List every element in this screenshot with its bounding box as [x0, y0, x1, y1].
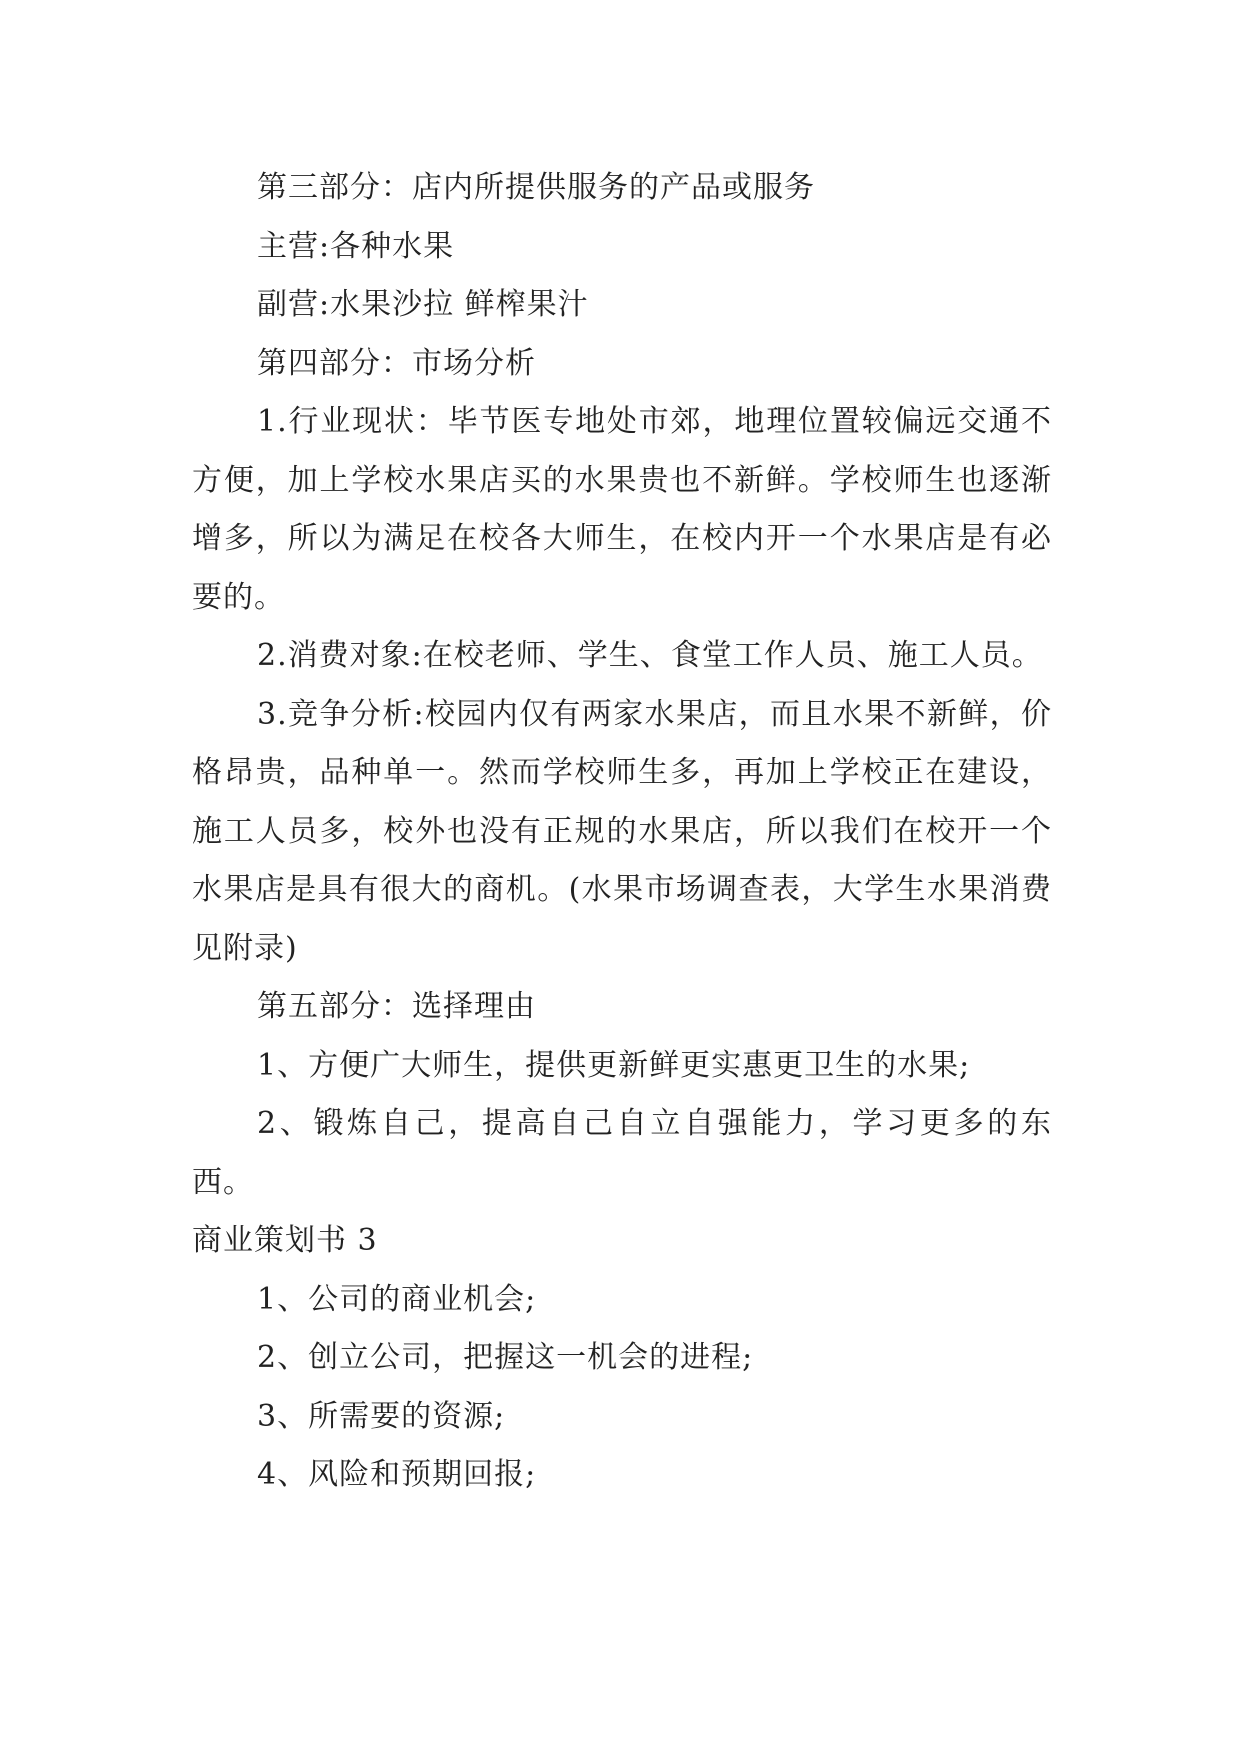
paragraph-main-business: 主营:各种水果: [257, 228, 455, 264]
paragraph-side-business: 副营:水果沙拉 鲜榨果汁: [257, 287, 589, 322]
paragraph-part-five: 第五部分：选择理由: [257, 989, 536, 1024]
list-item: 3、所需要的资源;: [257, 1398, 506, 1434]
paragraph-reason-two: 2、锻炼自己，提高自己自立自强能力，学习更多的东西。: [192, 1106, 1052, 1200]
paragraph-industry-status: 1.行业现状：毕节医专地处市郊，地理位置较偏远交通不方便，加上学校水果店买的水果贵也不新鲜。学校师生也逐渐增多，所以为满足在校各大师生，在校内开一个水果店是有必要的。: [192, 404, 1052, 615]
list-item: 2、创立公司，把握这一机会的进程;: [257, 1340, 754, 1375]
list-item: 1、公司的商业机会;: [257, 1281, 537, 1317]
document-body: [192, 159, 1052, 1505]
paragraph-reason-one: 1、方便广大师生，提供更新鲜更实惠更卫生的水果;: [257, 1047, 971, 1083]
paragraph-part-three: 第三部分：店内所提供服务的产品或服务: [257, 170, 815, 205]
paragraph-competition: 3.竞争分析:校园内仅有两家水果店，而且水果不新鲜，价格昂贵，品种单一。然而学校师生多，再加上学校正在建设，施工人员多，校外也没有正规的水果店，所以我们在校开一个水果店是具有很大的商机。(水果市场调查表，大学生水果消费见附录): [192, 696, 1052, 966]
list-item: 4、风险和预期回报;: [257, 1457, 537, 1492]
section-heading: 商业策划书 3: [192, 1223, 378, 1258]
paragraph-part-four: 第四部分：市场分析: [257, 345, 536, 381]
paragraph-consumers: 2.消费对象:在校老师、学生、食堂工作人员、施工人员。: [257, 638, 1043, 673]
